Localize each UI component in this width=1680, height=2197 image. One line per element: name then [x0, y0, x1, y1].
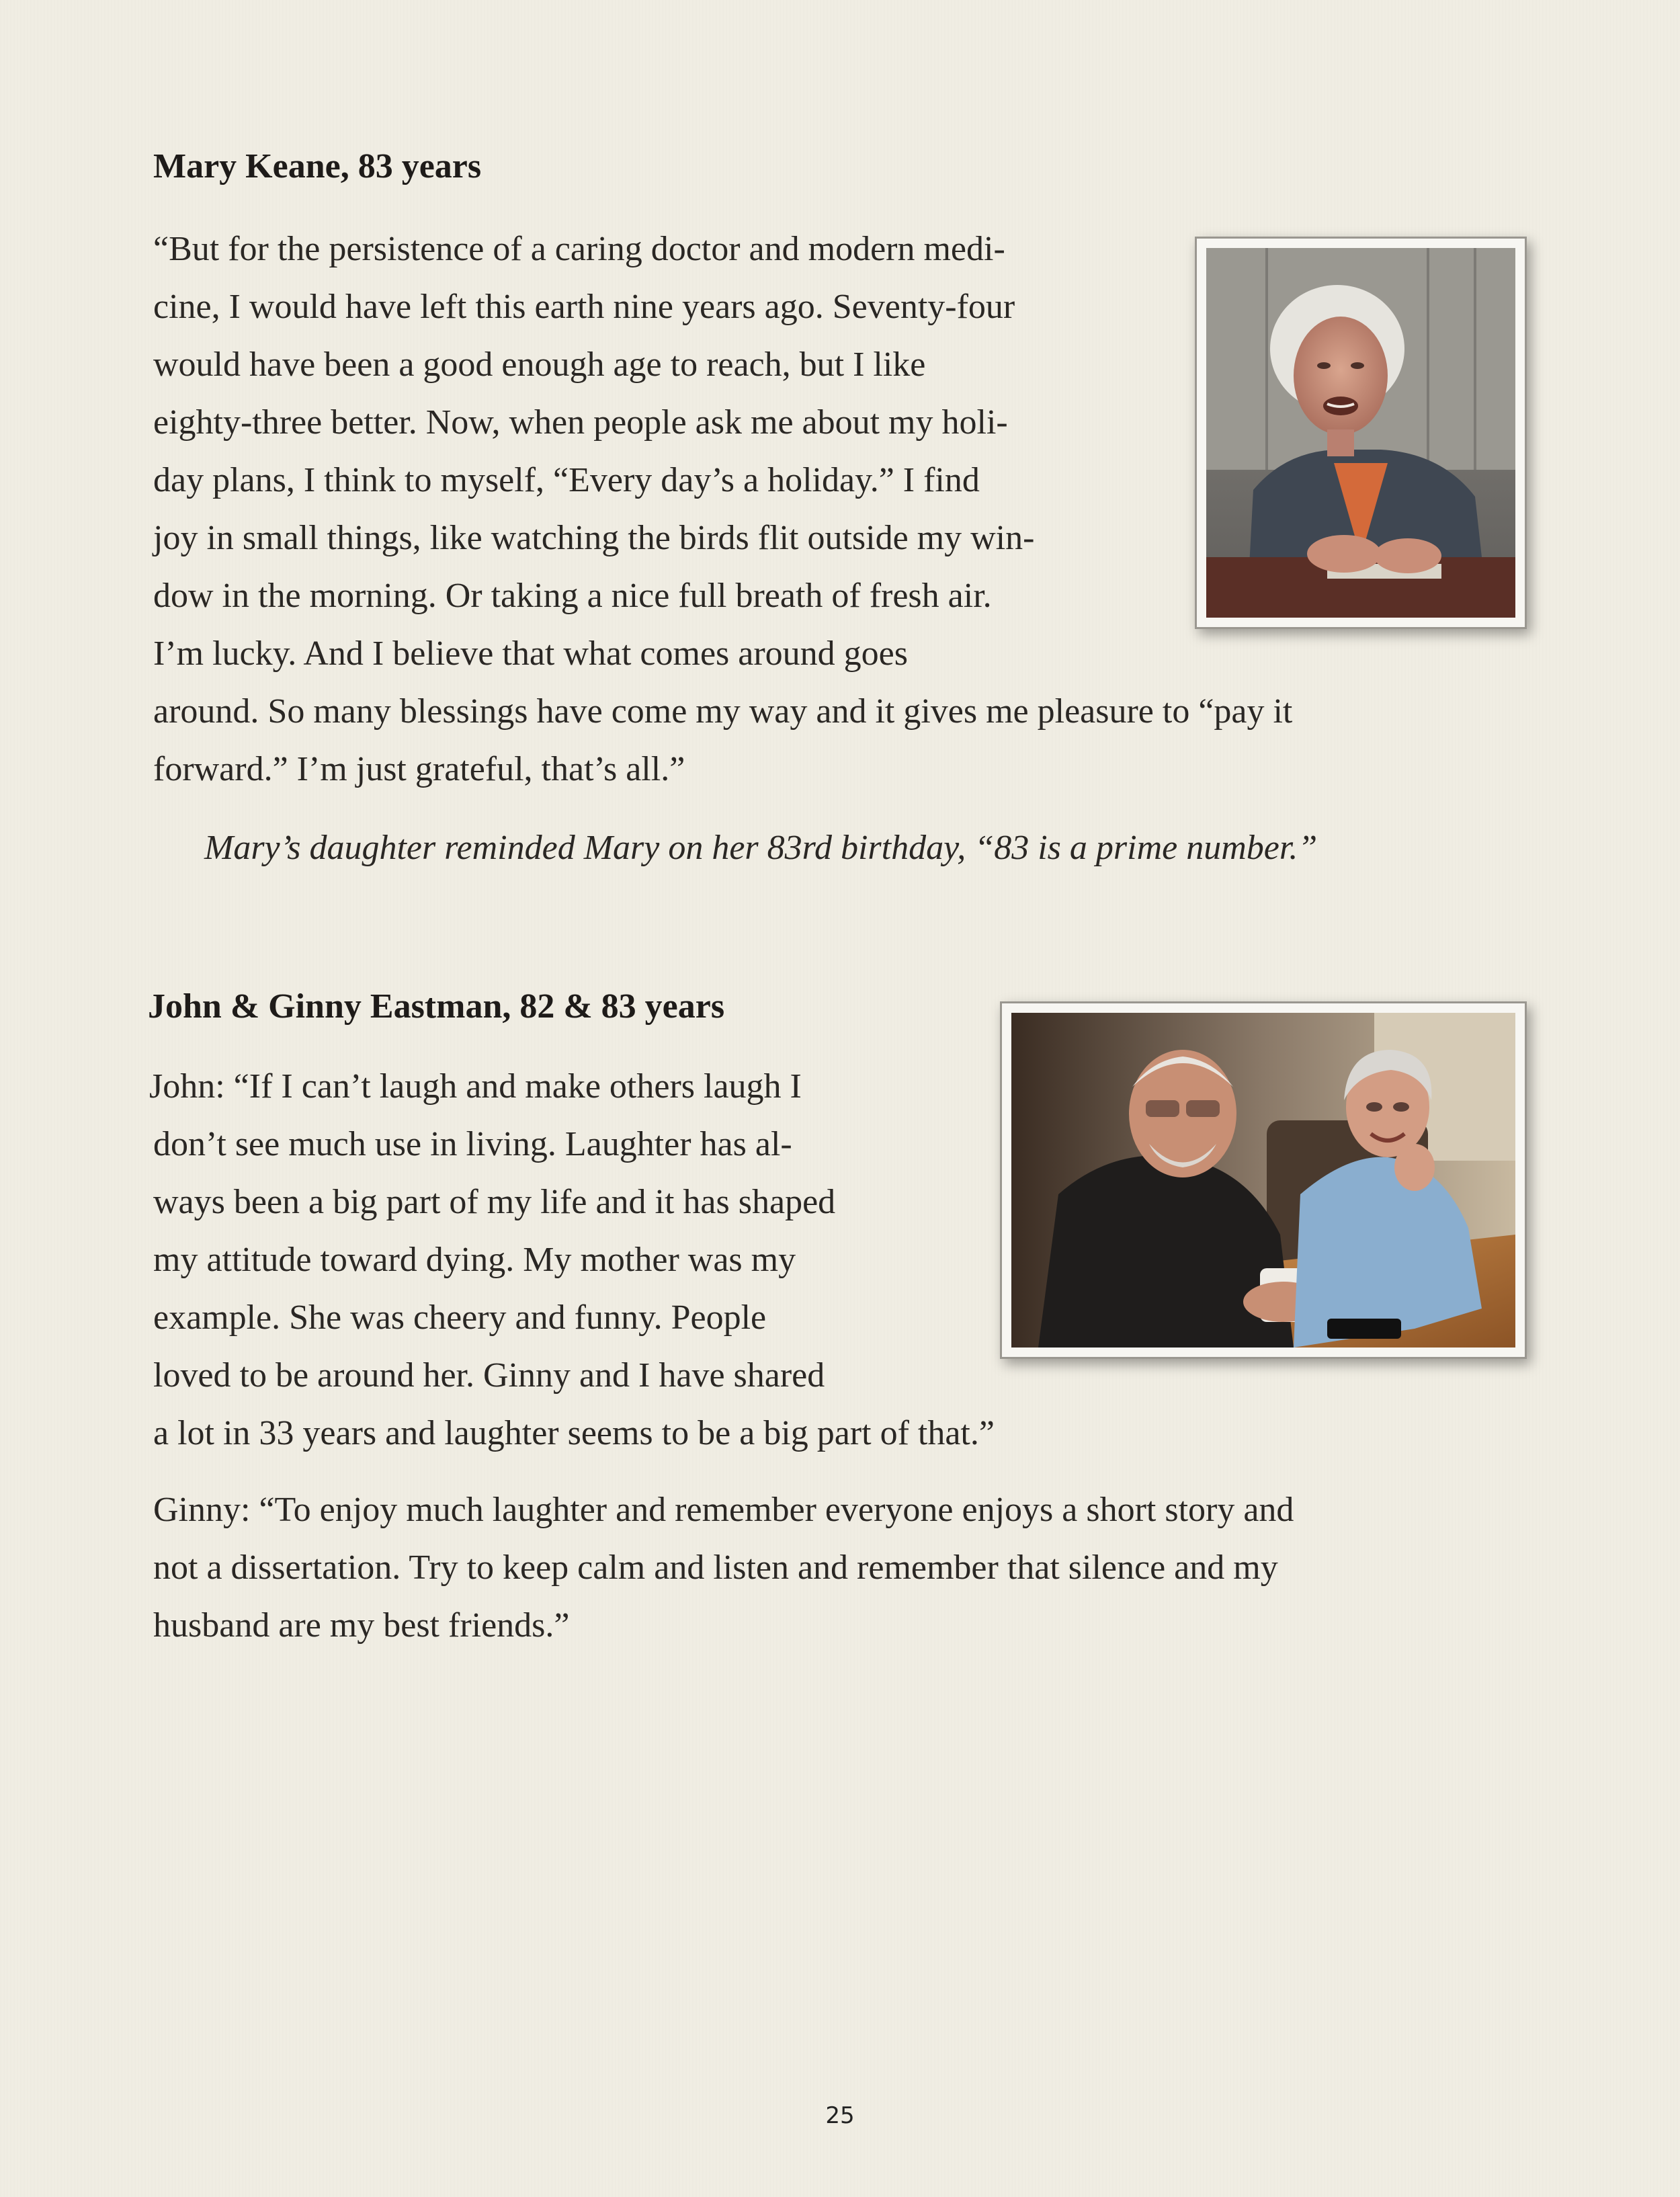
section-heading-mary-keane: Mary Keane, 83 years: [153, 147, 482, 185]
john-quote-line: my attitude toward dying. My mother was my: [153, 1241, 796, 1279]
mary-quote-line: would have been a good enough age to reach, but I like: [153, 345, 926, 384]
mary-quote-line: joy in small things, like watching the birds flit outside my win-: [153, 519, 1035, 557]
mary-quote-line: eighty-three better. Now, when people ask me about my holi-: [153, 403, 1008, 442]
ginny-quote-line: not a dissertation. Try to keep calm and listen and remember that silence and my: [153, 1548, 1278, 1587]
john-quote-line: a lot in 33 years and laughter seems to be a big part of that.”: [153, 1414, 995, 1452]
john-quote-line: don’t see much use in living. Laughter has al-: [153, 1125, 792, 1163]
john-quote-line: example. She was cheery and funny. People: [153, 1298, 767, 1337]
eastman-portrait-image: [1011, 1013, 1515, 1348]
section-heading-eastman: John & Ginny Eastman, 82 & 83 years: [148, 987, 725, 1026]
mary-quote-line: dow in the morning. Or taking a nice full breath of fresh air.: [153, 577, 992, 615]
john-quote-line: ways been a big part of my life and it has shaped: [153, 1183, 836, 1221]
mary-quote-line: “But for the persistence of a caring doctor and modern medi-: [153, 230, 1005, 268]
mary-quote-line: cine, I would have left this earth nine years ago. Seventy-four: [153, 288, 1015, 326]
john-quote-line: John: “If I can’t laugh and make others laugh I: [149, 1067, 802, 1106]
page-number: 25: [825, 2102, 855, 2129]
john-quote-line: loved to be around her. Ginny and I have shared: [153, 1356, 825, 1395]
mary-quote-line: around. So many blessings have come my way and it gives me pleasure to “pay it: [153, 692, 1293, 731]
eastman-couple-photo: [1000, 1001, 1527, 1359]
mary-quote-line: forward.” I’m just grateful, that’s all.”: [153, 750, 685, 788]
mary-quote-line: day plans, I think to myself, “Every day’s a holiday.” I find: [153, 461, 980, 499]
mary-portrait-image: [1206, 248, 1515, 618]
ginny-quote-line: husband are my best friends.”: [153, 1606, 570, 1645]
mary-quote-line: I’m lucky. And I believe that what comes around goes: [153, 634, 908, 673]
ginny-quote-line: Ginny: “To enjoy much laughter and remember everyone enjoys a short story and: [153, 1491, 1294, 1529]
mary-caption: Mary’s daughter reminded Mary on her 83rd birthday, “83 is a prime number.”: [204, 829, 1318, 867]
mary-keane-photo: [1195, 237, 1527, 629]
